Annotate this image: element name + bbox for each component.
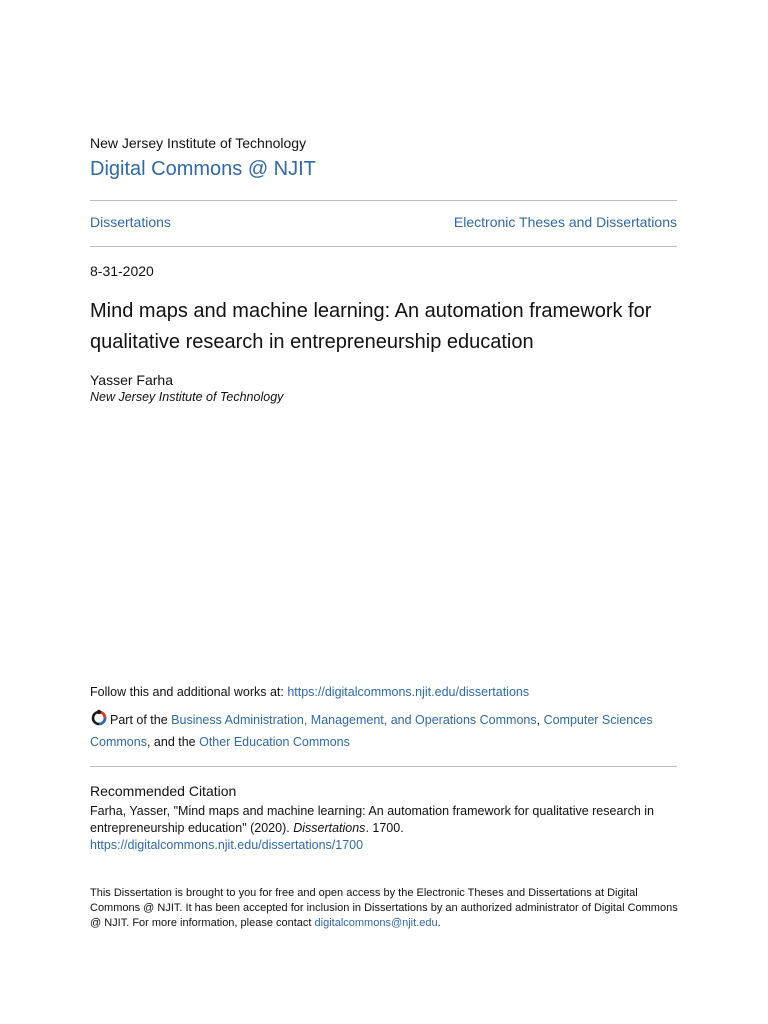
etd-link[interactable]: Electronic Theses and Dissertations (453, 214, 677, 230)
divider-top (90, 200, 677, 201)
follow-line (90, 685, 529, 699)
footer-notice (90, 886, 680, 931)
contact-email-link[interactable]: digitalcommons@njit.edu (314, 917, 438, 929)
part-of-mid: , and the (146, 735, 200, 749)
paper-title: Mind maps and machine learning: An automation framework for qualitative research in entrepreneurship education (90, 300, 652, 353)
author-affiliation: New Jersey Institute of Technology (90, 390, 284, 404)
citation-heading: Recommended Citation (90, 783, 237, 799)
other-education-commons-link[interactable]: Other Education Commons (199, 735, 350, 749)
repository-link[interactable]: Digital Commons @ NJIT (90, 158, 316, 180)
part-of-sep: , (536, 713, 544, 727)
part-of-prefix: Part of the (110, 713, 172, 727)
footer-end: . (437, 917, 441, 929)
part-of-block (90, 709, 680, 753)
network-icon (90, 709, 108, 727)
divider-nav (90, 246, 677, 247)
citation-block (90, 803, 680, 854)
footer-text: This Dissertation is brought to you for free and open access by the Electronic Theses and Dissertations at Digital Commons @ NJIT. It has been accepted for inclusion in Dissertations by an authorized administrator of Digital Commons @ NJIT. For more information, please contact (90, 887, 678, 929)
citation-number: . 1700. (365, 821, 404, 835)
computer-sciences-commons-link[interactable]: Computer Sciences Commons (90, 713, 653, 749)
citation-url-link[interactable]: https://digitalcommons.njit.edu/dissertations/1700 (90, 838, 364, 852)
publication-date: 8-31-2020 (90, 263, 154, 279)
citation-journal: Dissertations (293, 821, 366, 835)
dissertations-link[interactable]: Dissertations (90, 214, 171, 230)
author-name: Yasser Farha (90, 372, 173, 388)
divider-citation (90, 766, 677, 767)
citation-text: Farha, Yasser, "Mind maps and machine learning: An automation framework for qualitative research in entrepreneurship education" (2020). (90, 804, 654, 835)
institution-name: New Jersey Institute of Technology (90, 135, 307, 151)
collection-url-link[interactable]: https://digitalcommons.njit.edu/dissertations (287, 685, 530, 699)
business-commons-link[interactable]: Business Administration, Management, and Operations Commons (171, 713, 537, 727)
follow-prefix: Follow this and additional works at: (90, 685, 288, 699)
